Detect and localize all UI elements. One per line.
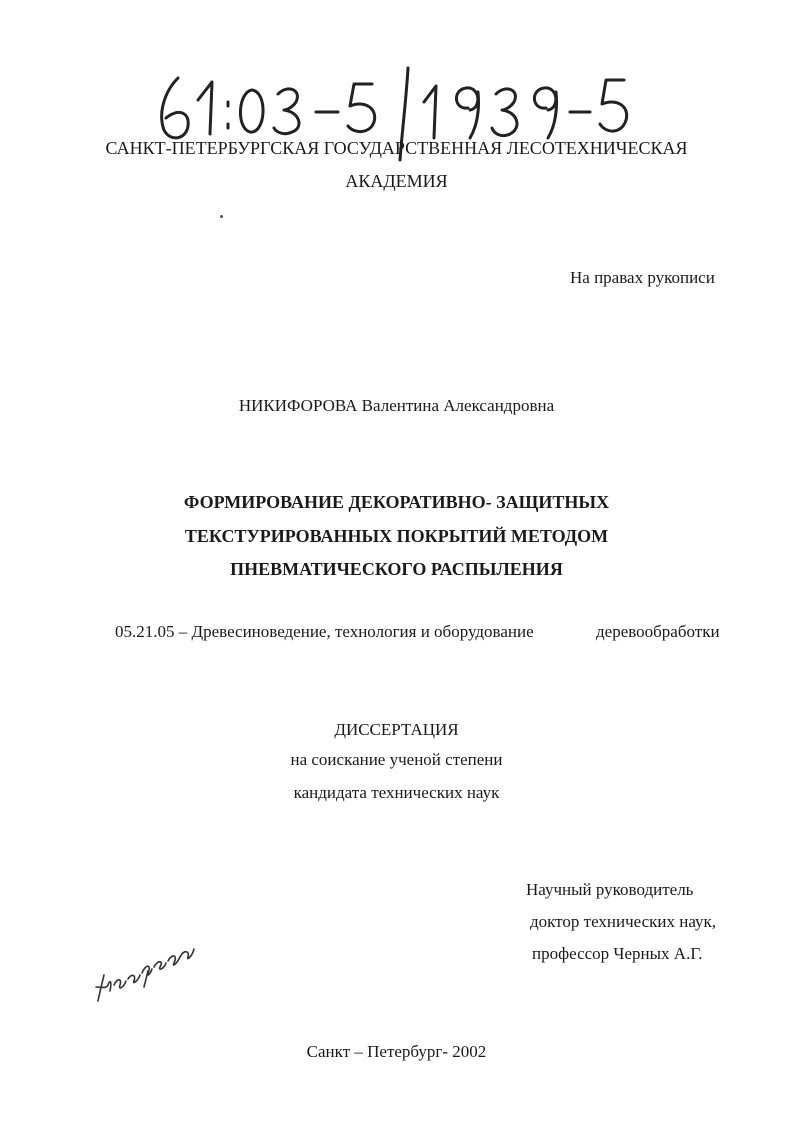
author-name: НИКИФОРОВА Валентина Александровна	[238, 396, 555, 415]
specialty-continuation: деревообработки	[596, 622, 720, 641]
degree-purpose-line2: кандидата технических наук	[293, 783, 500, 802]
institution-name-line1: САНКТ-ПЕТЕРБУРГСКАЯ ГОСУДАРСТВЕННАЯ ЛЕСОТЕХНИЧЕСКАЯ	[105, 138, 688, 158]
place-and-year: Санкт – Петербург- 2002	[306, 1042, 487, 1061]
document-type-label: ДИССЕРТАЦИЯ	[334, 720, 459, 739]
supervisor-degree: доктор технических наук,	[530, 912, 717, 931]
dissertation-title-line3: ПНЕВМАТИЧЕСКОГО РАСПЫЛЕНИЯ	[230, 559, 563, 579]
dissertation-title-line2: ТЕКСТУРИРОВАННЫХ ПОКРЫТИЙ МЕТОДОМ	[184, 526, 609, 546]
manuscript-rights-note: На правах рукописи	[570, 268, 715, 287]
degree-purpose-line1: на соискание ученой степени	[290, 750, 503, 769]
supervisor-name: профессор Черных А.Г.	[532, 944, 703, 963]
author-signature	[90, 935, 200, 1010]
supervisor-role: Научный руководитель	[526, 880, 694, 899]
dissertation-title-line1: ФОРМИРОВАНИЕ ДЕКОРАТИВНО- ЗАЩИТНЫХ	[183, 492, 610, 512]
institution-name-line2: АКАДЕМИЯ	[345, 171, 448, 191]
specialty-code: 05.21.05 – Древесиноведение, технология и оборудование	[115, 622, 534, 641]
stray-dot	[220, 215, 223, 218]
